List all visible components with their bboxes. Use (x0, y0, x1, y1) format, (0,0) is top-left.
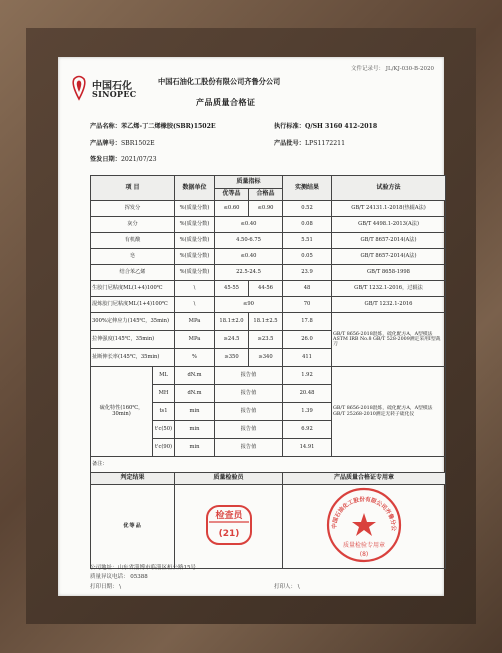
issue-date (90, 154, 157, 163)
cure-row (91, 367, 446, 385)
cure-sym: t'c(50) (153, 421, 175, 439)
product-name (90, 121, 216, 130)
seal-number: (8) (359, 551, 369, 559)
table-row (91, 249, 446, 265)
inspector-stamp (199, 500, 259, 550)
table-row (91, 201, 446, 217)
grade-value: SBR1502E (120, 140, 155, 147)
cure-unit: min (175, 403, 215, 421)
cure-spec: 报告值 (215, 367, 283, 385)
row-measured: 0.05 (283, 249, 332, 265)
doc-record-no: 文件记录号： JL/KJ-030-B-2020 (351, 66, 434, 72)
batch-value: LPS1172211 (304, 140, 346, 147)
row-spec: 22.5-24.5 (215, 265, 283, 281)
standard (274, 121, 377, 130)
cure-spec: 报告值 (215, 439, 283, 457)
cure-measured: 6.92 (283, 421, 332, 439)
header-premium: 优等品 (215, 189, 249, 201)
verdict-label: 判定结果 (91, 473, 175, 485)
row-premium: 18.1±2.0 (215, 313, 249, 331)
row-premium: ≥24.5 (215, 331, 249, 349)
table-row (91, 281, 446, 297)
row-qualified: ≥340 (249, 349, 283, 367)
certificate-paper (58, 57, 444, 596)
row-unit: %(质量分数) (175, 249, 215, 265)
product-name-label: 产品名称： (90, 123, 121, 130)
row-measured: 70 (283, 297, 332, 313)
sinopec-logo-icon (68, 75, 90, 101)
product-name-value: 苯乙烯-丁二烯橡胶(SBR)1502E (120, 123, 216, 130)
row-item: 结合苯乙烯 (91, 265, 175, 281)
row-method-tensile: GB/T 8656-2018混炼，硫化配方A，A型模法ASTM IRB No.8 GB/T 528-2009测定采用I型裁刀 (332, 313, 446, 367)
row-item: 生胶门尼粘度ML(1+4)100℃ (91, 281, 175, 297)
row-measured: 0.08 (283, 217, 332, 233)
table-row (91, 233, 446, 249)
complaint-phone: 质量异议电话： 05388 (90, 574, 148, 580)
row-method: GB/T 1232.1-2016，过辊法 (332, 281, 446, 297)
row-method: GB/T 1232.1-2016 (332, 297, 446, 313)
header-item: 项 目 (91, 176, 175, 201)
product-grade (90, 138, 155, 147)
row-qualified: 44-56 (249, 281, 283, 297)
issue-value: 2021/07/23 (120, 156, 157, 163)
row-method: GB/T 4498.1-2013(A法) (332, 217, 446, 233)
cure-sym: t'c(90) (153, 439, 175, 457)
row-item: 挥发分 (91, 201, 175, 217)
row-unit: MPa (175, 313, 215, 331)
cure-unit: min (175, 439, 215, 457)
row-unit: \ (175, 281, 215, 297)
row-item: 皂 (91, 249, 175, 265)
header-unit: 数据单位 (175, 176, 215, 201)
sign-header-row (91, 473, 446, 485)
logo-chinese: 中国石化 (92, 81, 132, 92)
row-method: GB/T 8657-2014(A法) (332, 233, 446, 249)
row-item: 扯断伸长率(145℃，35min) (91, 349, 175, 367)
row-item: 拉伸强度(145℃，35min) (91, 331, 175, 349)
print-date: 打印日期： \ (90, 584, 122, 590)
row-unit: %(质量分数) (175, 233, 215, 249)
cure-spec: 报告值 (215, 385, 283, 403)
cure-spec: 报告值 (215, 421, 283, 439)
row-measured: 411 (283, 349, 332, 367)
standard-value: Q/SH 3160 412-2018 (304, 123, 378, 130)
cure-unit: dN.m (175, 385, 215, 403)
row-measured: 26.0 (283, 331, 332, 349)
cure-measured: 1.92 (283, 367, 332, 385)
table-row (91, 265, 446, 281)
row-method: GB/T 8658-1998 (332, 265, 446, 281)
printed-by: 打印人： \ (274, 584, 300, 590)
header-measured: 实测结果 (283, 176, 332, 201)
inspector-label: 质量检验员 (175, 473, 283, 485)
table-row (91, 297, 446, 313)
row-measured: 0.52 (283, 201, 332, 217)
row-qualified: ≤0.90 (249, 201, 283, 217)
row-premium: 45-55 (215, 281, 249, 297)
seal-arc-text: 中国石油化工股份有限公司齐鲁分公 (331, 497, 397, 532)
table-row (91, 217, 446, 233)
cure-sym: MH (153, 385, 175, 403)
row-unit: %(质量分数) (175, 201, 215, 217)
row-unit: \ (175, 297, 215, 313)
row-premium: ≥350 (215, 349, 249, 367)
row-item: 灰分 (91, 217, 175, 233)
header-method: 试验方法 (332, 176, 446, 201)
row-qualified: ≥23.5 (249, 331, 283, 349)
seal-label: 产品质量合格证专用章 (283, 473, 446, 485)
table-row (91, 313, 446, 331)
remarks-label: 备注： (91, 457, 446, 473)
row-spec: 4.50-6.75 (215, 233, 283, 249)
row-measured: 17.8 (283, 313, 332, 331)
company-address: 公司地址：山东省淄博市临淄区桓公路15号 (90, 565, 196, 571)
row-method: GB/T 24131.1-2018(热辊A法) (332, 201, 446, 217)
cure-sym: ML (153, 367, 175, 385)
cure-group-label: 硫化特性(160℃，30min) (91, 367, 153, 457)
seal-sub-text: 质量检验专用章 (343, 542, 386, 550)
cure-unit: dN.m (175, 367, 215, 385)
row-measured: 23.9 (283, 265, 332, 281)
company-seal (324, 485, 404, 565)
row-spec: ≤0.40 (215, 217, 283, 233)
company-seal-cell (283, 485, 446, 569)
row-spec: ≤90 (215, 297, 283, 313)
row-spec: ≤0.40 (215, 249, 283, 265)
batch-label: 产品批号： (274, 140, 305, 147)
header-spec: 质量指标 (215, 176, 283, 189)
remarks-row (91, 457, 446, 473)
row-unit: %(质量分数) (175, 217, 215, 233)
cure-unit: min (175, 421, 215, 439)
issue-label: 签发日期： (90, 156, 121, 163)
cure-measured: 20.48 (283, 385, 332, 403)
row-item: 有机酸 (91, 233, 175, 249)
row-unit: %(质量分数) (175, 265, 215, 281)
row-premium: ≤0.60 (215, 201, 249, 217)
sign-row (91, 485, 446, 569)
row-item: 300%定伸应力(145℃，35min) (91, 313, 175, 331)
inspector-stamp-number: (21) (218, 529, 239, 540)
row-item: 混炼胶门尼粘度ML(1+4)100℃ (91, 297, 175, 313)
row-measured: 5.51 (283, 233, 332, 249)
inspector-stamp-text: 检查员 (214, 511, 243, 522)
cure-sym: ts1 (153, 403, 175, 421)
quality-table (90, 175, 446, 569)
row-unit: % (175, 349, 215, 367)
row-unit: MPa (175, 331, 215, 349)
cure-spec: 报告值 (215, 403, 283, 421)
row-method: GB/T 8657-2014(A法) (332, 249, 446, 265)
header-qualified: 合格品 (249, 189, 283, 201)
company-name: 中国石油化工股份有限公司齐鲁分公司 (158, 77, 281, 86)
inspector-stamp-cell (175, 485, 283, 569)
batch-number (274, 138, 345, 147)
cure-method: GB/T 8656-2018混炼，硫化配方A，A型模法GB/T 25268-2010测定无转子硫化仪 (332, 367, 446, 457)
logo-english: SINOPEC (92, 89, 137, 99)
standard-label: 执行标准： (274, 123, 305, 130)
verdict-value: 优等品 (91, 485, 175, 569)
row-measured: 48 (283, 281, 332, 297)
cure-measured: 1.39 (283, 403, 332, 421)
grade-label: 产品牌号： (90, 140, 121, 147)
cure-measured: 14.91 (283, 439, 332, 457)
seal-star-icon (352, 513, 376, 536)
row-qualified: 18.1±2.5 (249, 313, 283, 331)
certificate-title: 产品质量合格证 (196, 97, 256, 107)
